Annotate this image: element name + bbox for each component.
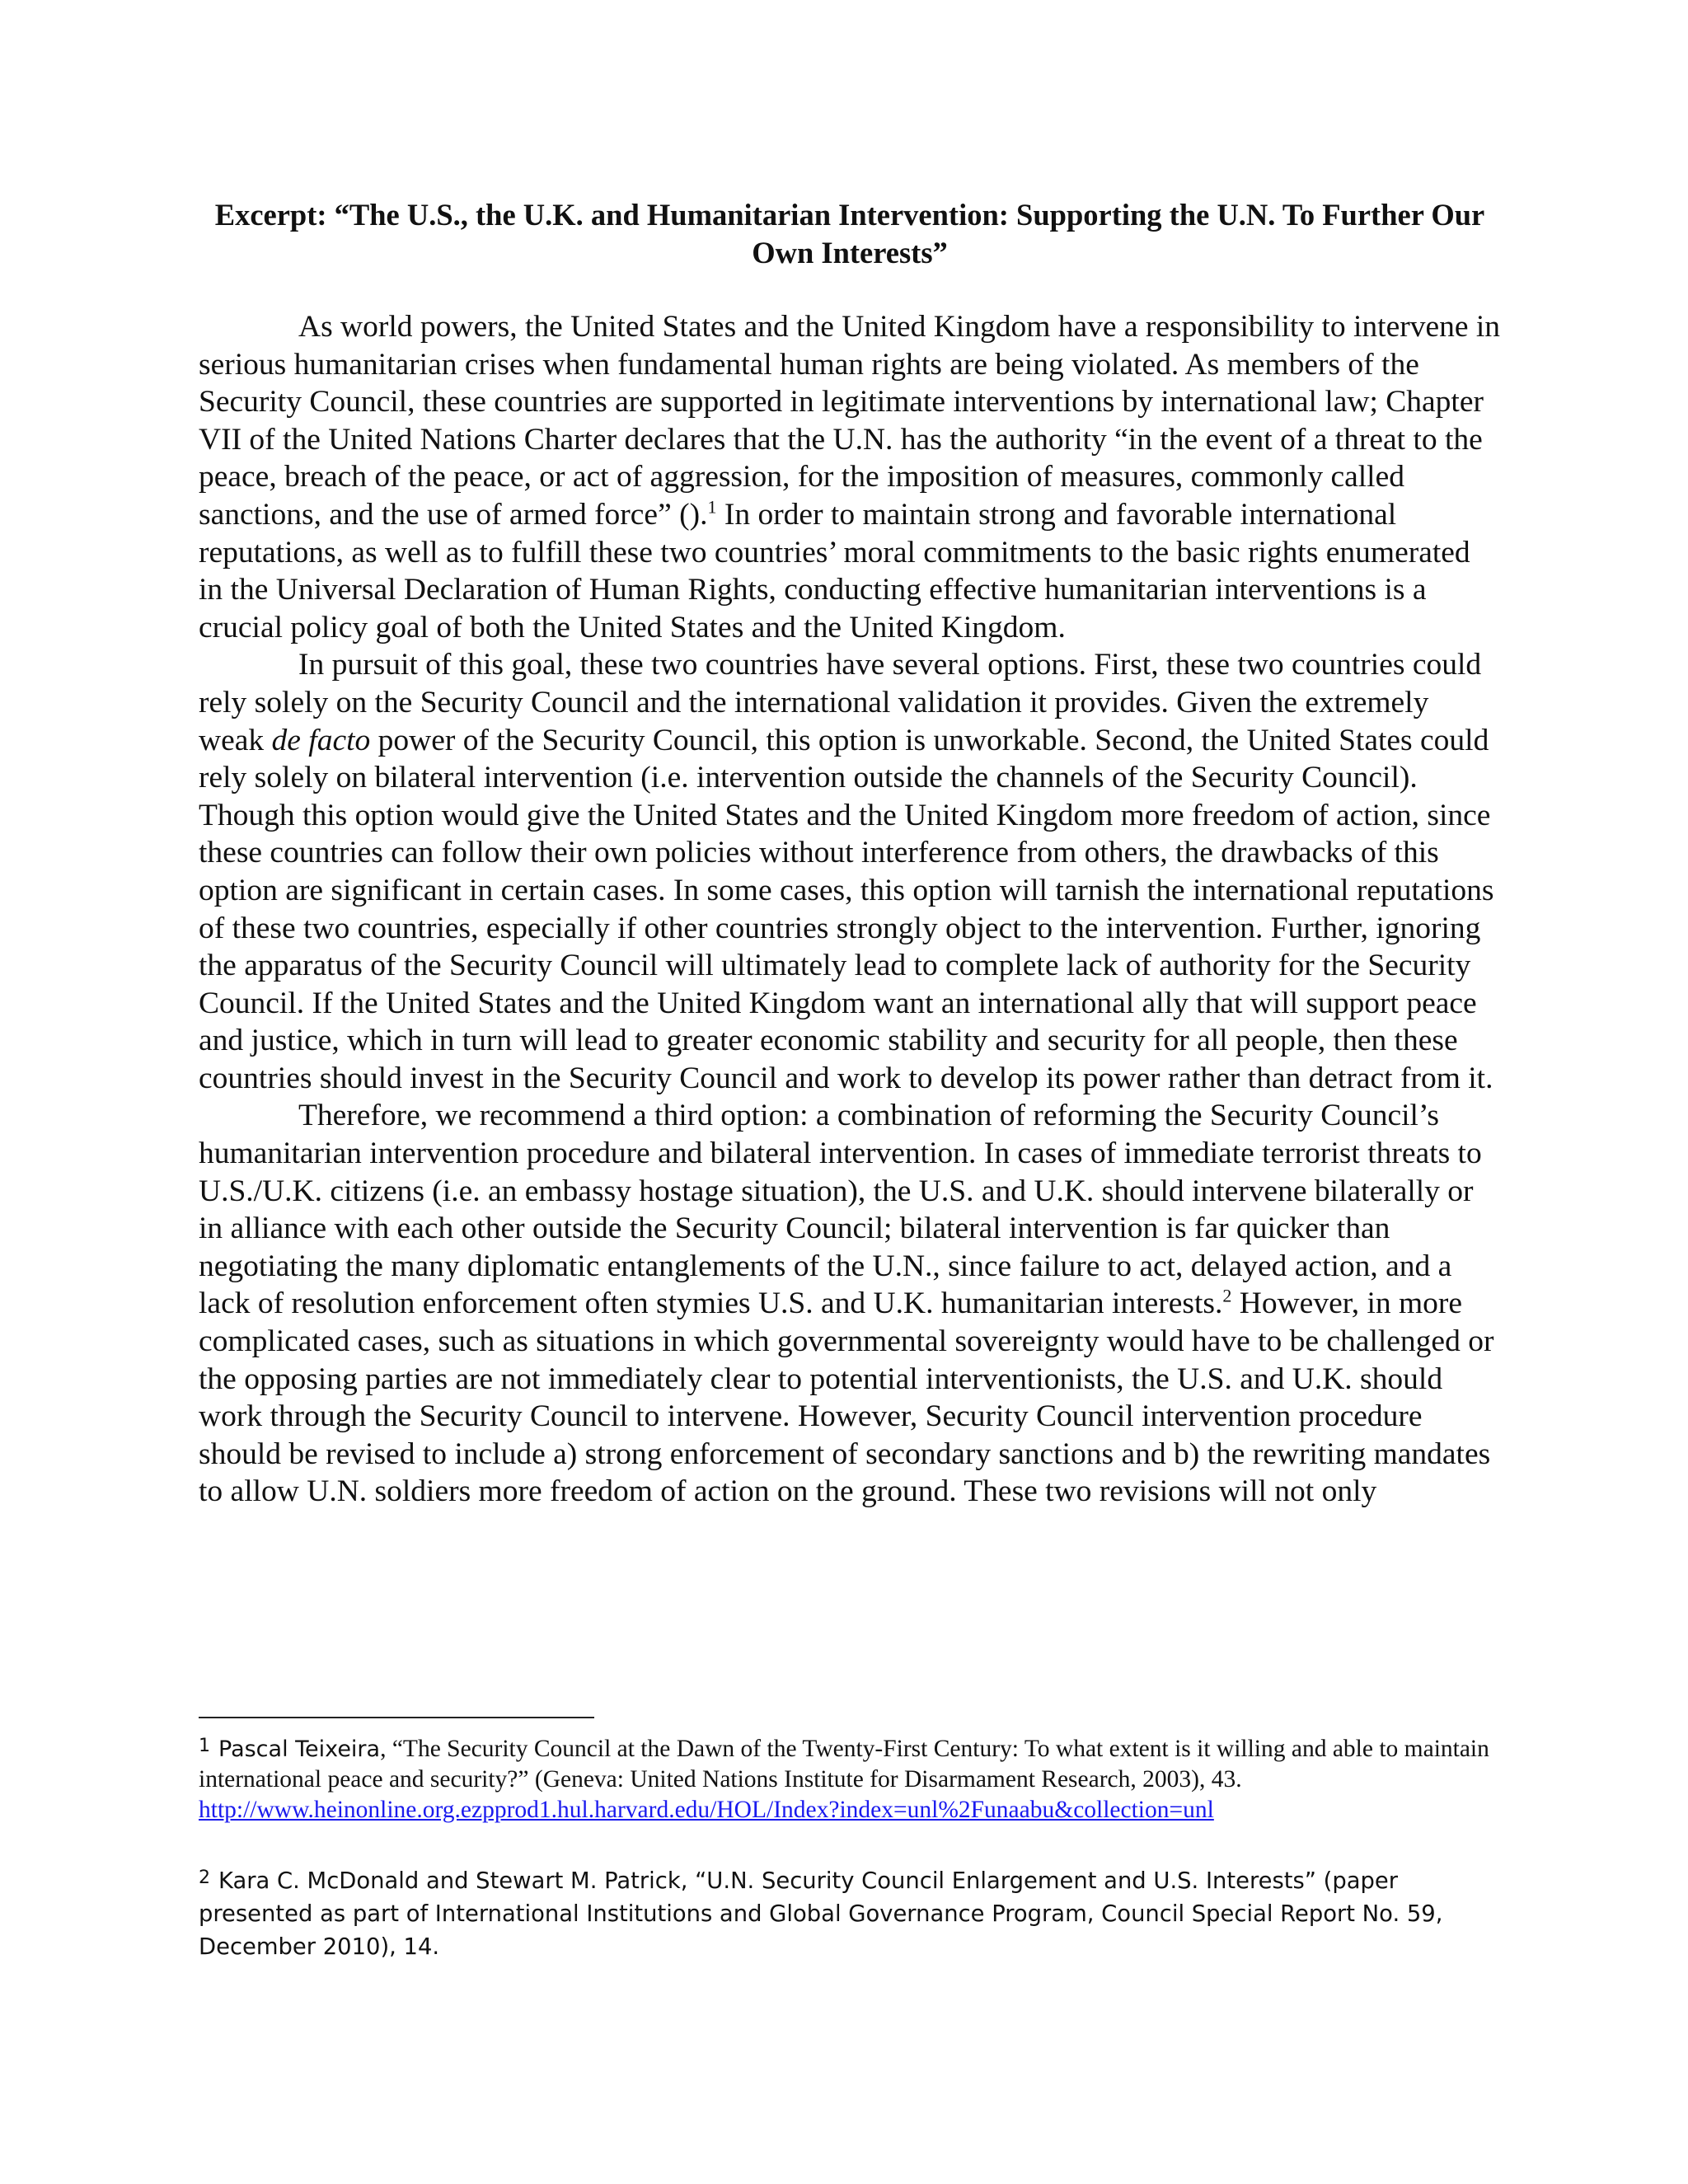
paragraph-1-text-a: As world powers, the United States and the United Kingdom have a responsibility to intervene in serious humanitarian crises when fundamental human rights are being violated. As members of the Security Council, these countries are supported in legitimate interventions by international law; Chapter VII of the United Nations Charter declares that the U.N. has the authority “in the event of a threat to the peace, breach of the peace, or act of aggression, for the imposition of measures, commonly called sanctions, and the use of armed force” ().	[199, 310, 1501, 532]
footnote-1-mark: 1	[199, 1736, 210, 1756]
document-title: Excerpt: “The U.S., the U.K. and Humanitarian Intervention: Supporting the U.N. To Further Our Own Interests”	[214, 198, 1485, 269]
footnotes	[199, 1731, 1517, 1964]
footnote-1-author: Pascal Teixeira	[218, 1736, 381, 1762]
footnote-ref-2: 2	[1222, 1285, 1232, 1306]
footnote-separator	[199, 1717, 594, 1718]
document-page	[199, 196, 1501, 1511]
footnote-1	[199, 1731, 1517, 1825]
document-body	[199, 308, 1501, 1511]
paragraph-3-text-b: However, in more complicated cases, such as situations in which governmental sovereignty would have to be challenged or the opposing parties are not immediately clear to potential interventionists, the U.S. and U.K. should work through the Security Council to intervene. However, Security Council intervention procedure should be revised to include a) strong enforcement of secondary sanctions and b) the rewriting mandates to allow U.N. soldiers more freedom of action on the ground. These two revisions will not only	[199, 1286, 1494, 1509]
paragraph-2-text-a: In pursuit of this goal, these two countries have several options. First, these two countries could rely solely on the Security Council and the international validation it provides. Given the extremely weak	[199, 648, 1482, 757]
paragraph-1	[199, 308, 1501, 646]
paragraph-3-text-a: Therefore, we recommend a third option: a combination of reforming the Security Council’s humanitarian intervention procedure and bilateral intervention. In cases of immediate terrorist threats to U.S./U.K. citizens (i.e. an embassy hostage situation), the U.S. and U.K. should intervene bilaterally or in alliance with each other outside the Security Council; bilateral intervention is far quicker than negotiating the many diplomatic entanglements of the U.N., since failure to act, delayed action, and a lack of resolution enforcement often stymies U.S. and U.K. humanitarian interests.	[199, 1099, 1482, 1321]
footnote-ref-1: 1	[707, 496, 717, 518]
footnote-1-link[interactable]: http://www.heinonline.org.ezpprod1.hul.harvard.edu/HOL/Index?index=unl%2Funaabu&collection=unl	[199, 1797, 1214, 1823]
paragraph-1-text-b: In order to maintain strong and favorable international reputations, as well as to fulfill these two countries’ moral commitments to the basic rights enumerated in the Universal Declaration of Human Rights, conducting effective humanitarian interventions is a crucial policy goal of both the United States and the United Kingdom.	[199, 497, 1470, 644]
paragraph-2-text-b: power of the Security Council, this option is unworkable. Second, the United States could rely solely on bilateral intervention (i.e. intervention outside the channels of the Security Council). Though this option would give the United States and the United Kingdom more freedom of action, since these countries can follow their own policies without interference from others, the drawbacks of this option are significant in certain cases. In some cases, this option will tarnish the international reputations of these two countries, especially if other countries strongly object to the intervention. Further, ignoring the apparatus of the Security Council will ultimately lead to complete lack of authority for the Security Council. If the United States and the United Kingdom want an international ally that will support peace and justice, which in turn will lead to greater economic stability and security for all people, then these countries should invest in the Security Council and work to develop its power rather than detract from it.	[199, 723, 1494, 1095]
footnote-2-mark: 2	[199, 1868, 210, 1888]
paragraph-2	[199, 646, 1501, 1097]
paragraph-2-italic: de facto	[271, 723, 371, 757]
footnote-2	[199, 1862, 1517, 1964]
footnote-2-text: Kara C. McDonald and Stewart M. Patrick, “U.N. Security Council Enlargement and U.S. Interests” (paper presented as part of International Institutions and Global Governance Program, Council Special Report No. 59, December 2010), 14.	[199, 1868, 1443, 1960]
paragraph-3	[199, 1097, 1501, 1511]
footnote-1-text: , “The Security Council at the Dawn of the Twenty-First Century: To what extent is it willing and able to maintain international peace and security?” (Geneva: United Nations Institute for Disarmament Research, 2003), 43.	[199, 1736, 1489, 1793]
